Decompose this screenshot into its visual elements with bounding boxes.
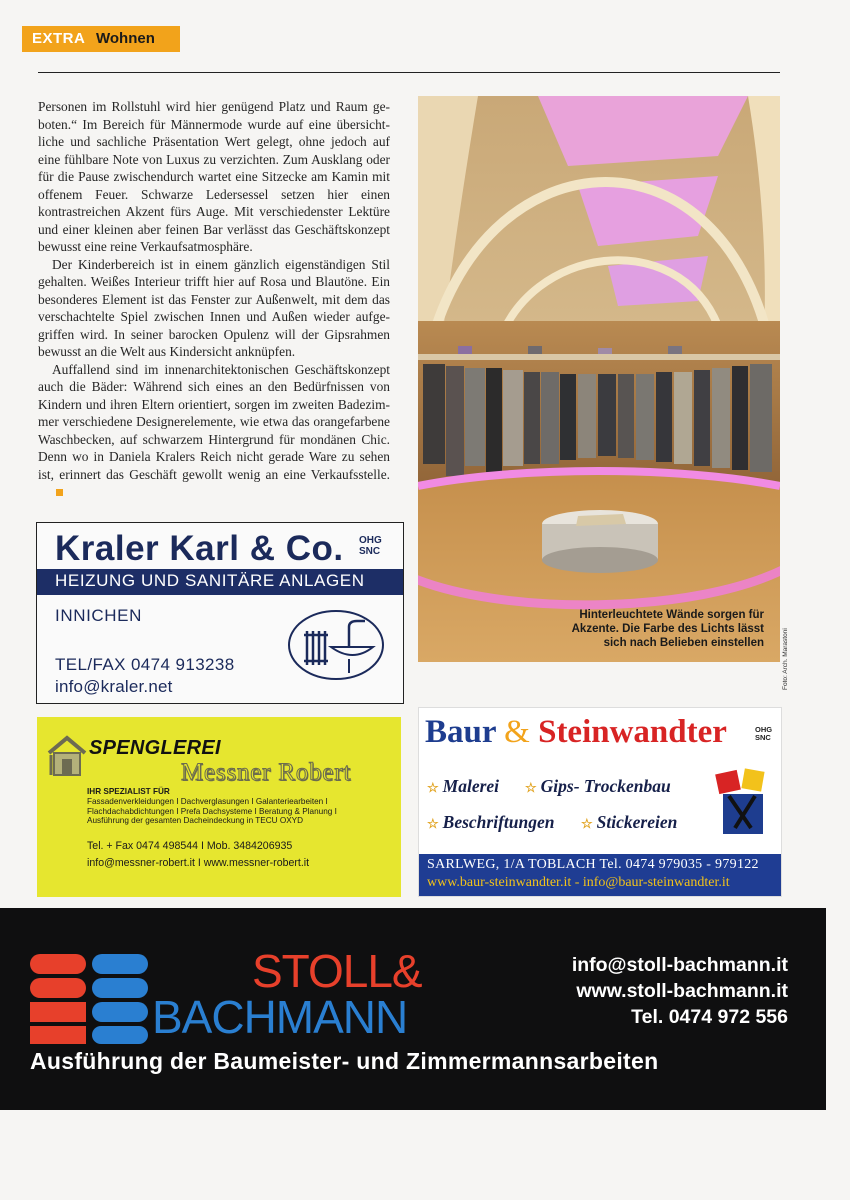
star-icon: ☆: [427, 780, 439, 795]
paint-brushes-icon: [713, 766, 771, 838]
caption-line-3: sich nach Belieben einstellen: [603, 637, 764, 649]
kraler-telfax: TEL/FAX 0474 913238: [55, 655, 235, 674]
stoll-contact: [572, 952, 788, 1030]
banner-stoll-bachmann: [0, 908, 826, 1110]
baur-legal-2: SNC: [755, 733, 771, 742]
article-paragraph-1: Personen im Rollstuhl wird hier genügend Platz und Raum geboten.“ Im Bereich für Männermode wurde auf eine übersichtliche und sachliche Präsentation Wert gelegt, ohne jedoch auf eine fühlbare Note von Luxus zu verzichten. Zum Ausklang oder für die Pause zwischendurch wartet eine Sitzecke am Kamin mit offenem Feuer. Schwarze Ledersessel setzen hier einen kontrastreichen Akzent fürs Auge. Mit verschiedenster Lektüre und einer kleinen aber feinen Bar verlässt das Geschäftskonzept bewusst eine reine Verkaufsatmosphäre.: [38, 99, 390, 254]
ad-spenglerei: [37, 717, 401, 897]
kraler-tagline: HEIZUNG UND SANITÄRE ANLAGEN: [55, 571, 365, 590]
spenglerei-web: info@messner-robert.it I www.messner-robert.it: [87, 857, 310, 869]
kraler-legal-2: SNC: [359, 546, 381, 557]
spenglerei-service-2: Flachdachabdichtungen I Prefa Dachsysteme I Beratung & Planung I: [87, 806, 337, 816]
end-mark-icon: [56, 489, 63, 496]
baur-address: SARLWEG, 1/A TOBLACH Tel. 0474 979035 - 979122: [427, 857, 759, 872]
kraler-city: INNICHEN: [55, 606, 142, 625]
kraler-name: Kraler Karl & Co.: [55, 529, 344, 568]
ad-kraler: [36, 522, 404, 704]
baur-legal-form: [755, 726, 772, 742]
article-paragraph-3: [38, 361, 390, 501]
caption-line-2: Akzente. Die Farbe des Lichts lässt: [571, 623, 764, 635]
stoll-email: info@stoll-bachmann.it: [571, 954, 788, 976]
spenglerei-service-3: Ausführung der gesamten Dacheindeckung in TECU OXYD: [87, 816, 304, 826]
stoll-slogan: Ausführung der Baumeister- und Zimmermannsarbeiten: [30, 1048, 659, 1074]
spenglerei-title: SPENGLEREI: [89, 737, 221, 759]
store-photo: [418, 96, 780, 662]
kraler-legal-1: OHG: [359, 535, 382, 546]
baur-title: [425, 714, 727, 751]
baur-web: www.baur-steinwandter.it - info@baur-steinwandter.it: [427, 875, 730, 890]
spenglerei-name: Messner Robert: [181, 759, 352, 786]
kraler-email: info@kraler.net: [55, 677, 173, 696]
stoll-name: STOLL&: [252, 945, 422, 997]
kraler-legal-form: [359, 535, 382, 557]
baur-service-2-label: Gips- Trockenbau: [540, 776, 671, 796]
photo-caption: [572, 608, 764, 650]
baur-service-1-label: Malerei: [442, 776, 500, 796]
baur-service-3: [427, 812, 554, 833]
ad-baur-steinwandter: [418, 707, 782, 897]
baur-service-4: [581, 812, 677, 833]
spenglerei-services: [87, 787, 337, 826]
sb-monogram-icon: [30, 954, 148, 1044]
star-icon: ☆: [525, 780, 537, 795]
article-body: [38, 98, 390, 501]
baur-service-2: [525, 776, 671, 797]
store-interior-illustration: [418, 96, 780, 662]
stoll-tel: Tel. 0474 972 556: [631, 1006, 788, 1028]
photo-credit: Foto: Arch. Marastoni: [782, 628, 789, 690]
header-rule: [38, 72, 780, 73]
topic-label: Wohnen: [96, 30, 155, 47]
roof-house-icon: [47, 735, 87, 777]
baur-legal-1: OHG: [755, 725, 773, 734]
baur-title-amp: &: [504, 714, 530, 750]
stoll-web: www.stoll-bachmann.it: [576, 980, 788, 1002]
spenglerei-subtitle: IHR SPEZIALIST FÜR: [87, 787, 170, 796]
section-label: EXTRA: [32, 30, 86, 47]
baur-service-4-label: Stickereien: [596, 812, 678, 832]
star-icon: ☆: [581, 816, 593, 831]
caption-line-1: Hinterleuchtete Wände sorgen für: [579, 609, 764, 621]
spenglerei-service-1: Fassadenverkleidungen I Dachverglasungen I Galanteriearbeiten I: [87, 796, 328, 806]
article-paragraph-2: Der Kinderbereich ist in einem gänzlich eigenständigen Stil gehalten. Weißes Interieur trifft hier auf Rosa und Blautöne. Ein besonderes Element ist das Fenster zur Außenwelt, mit dem das verschachtelte Spiel zwischen Innen und Außen wieder aufgegriffen wird. In seiner barocken Opulenz will der Gipsrahmen bewusst an die Welt aus Kindersicht anknüpfen.: [38, 256, 390, 359]
baur-title-1: Baur: [425, 714, 496, 750]
spenglerei-tel: Tel. + Fax 0474 498544 I Mob. 3484206935: [87, 840, 293, 852]
radiator-sink-icon: [287, 609, 385, 681]
bachmann-name: BACHMANN: [152, 991, 408, 1043]
baur-service-1: [427, 776, 499, 797]
baur-service-3-label: Beschriftungen: [442, 812, 555, 832]
article-paragraph-3-text: Auffallend sind im innenarchitektonischen Geschäftskonzept auch die Bäder: Während sich eines an den Bedürfnissen von Kindern und ihren Eltern orientiert, sorgen im zweiten Badezimmer verschiedene Designerelemente, wie etwa das orangefarbene Waschbecken, auf schwarzem Hintergrund für mondänen Chic. Denn wo in Daniela Kralers Reich nicht gerade Ware zu sehen ist, erinnert das Geschäft gewollt wenig an eine Verkaufsstelle.: [38, 361, 390, 482]
baur-title-2: Steinwandter: [538, 714, 727, 750]
section-header: [22, 26, 180, 52]
star-icon: ☆: [427, 816, 439, 831]
